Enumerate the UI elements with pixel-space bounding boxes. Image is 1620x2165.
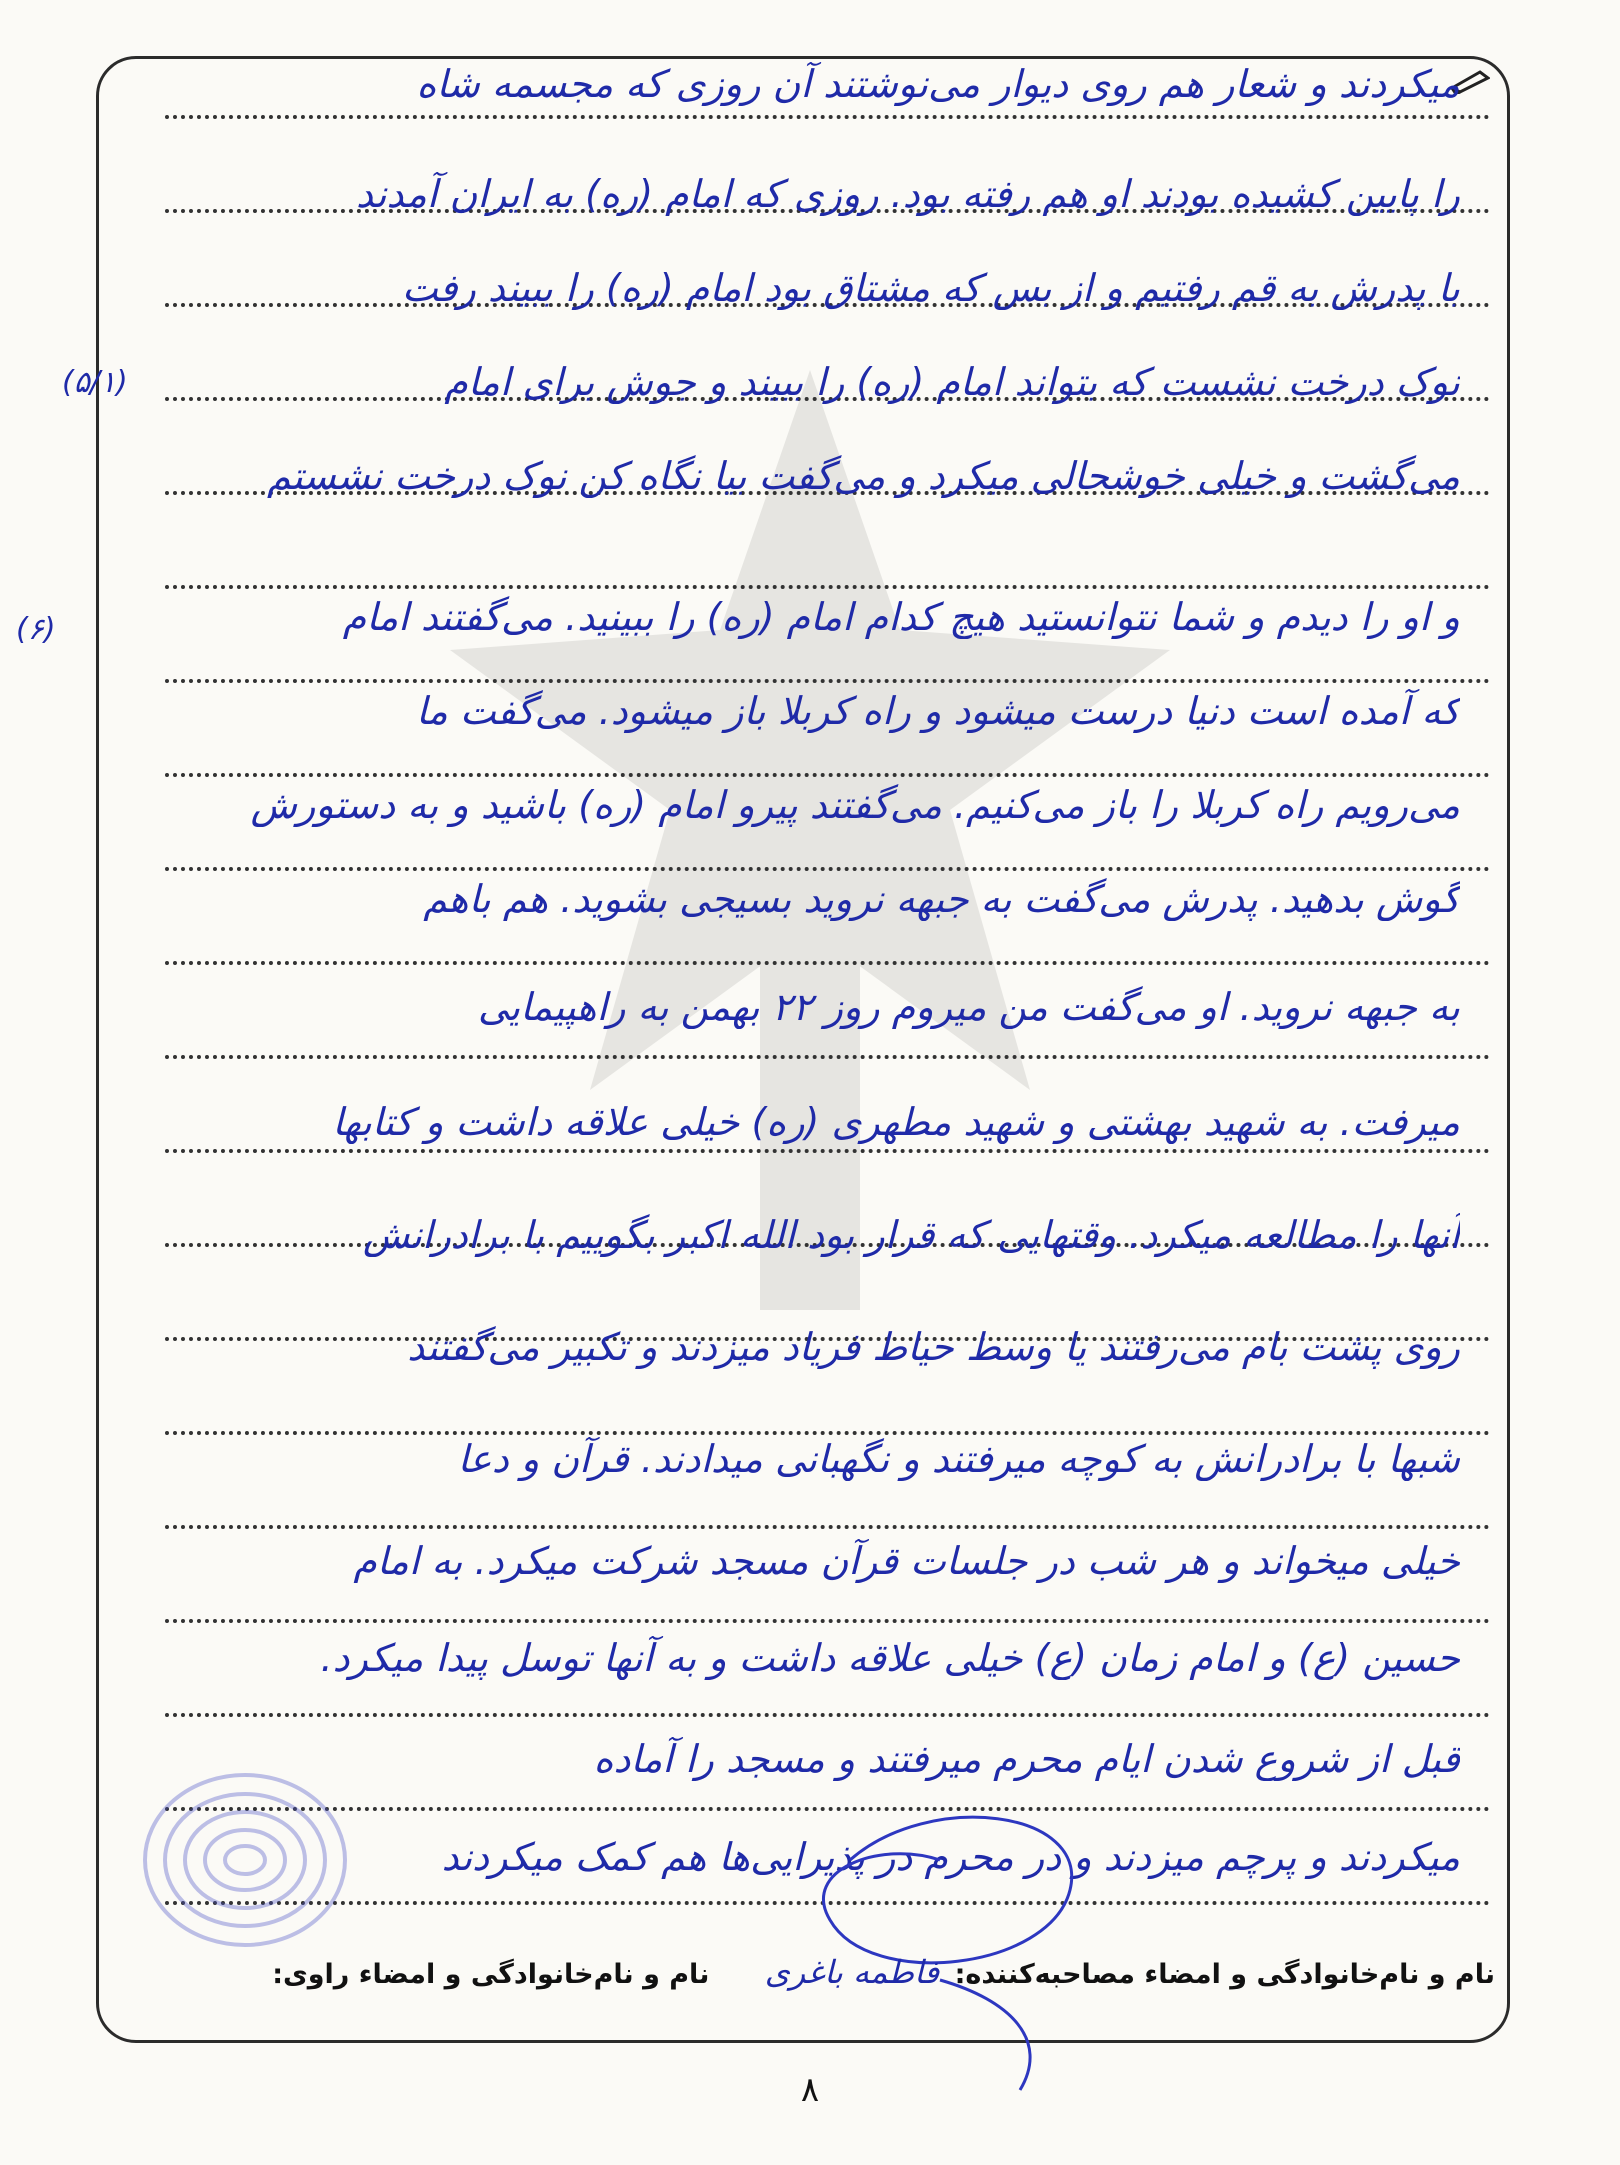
ruled-line [165, 115, 1490, 119]
handwritten-line: شبها با برادرانش به کوچه میرفتند و نگهبانی میدادند. قرآن و دعا [457, 1437, 1460, 1481]
ruled-line [165, 1431, 1490, 1435]
handwritten-line: به جبهه نروید. او می‌گفت من میروم روز ۲۲ بهمن به راهپیمایی [477, 985, 1460, 1029]
handwritten-line: که آمده است دنیا درست میشود و راه کربلا باز میشود. می‌گفت ما [415, 689, 1460, 733]
signature-footer [120, 1953, 1495, 1991]
handwritten-line: و او را دیدم و شما نتوانستید هیچ کدام امام (ره) را ببینید. می‌گفتند امام [342, 595, 1460, 639]
handwritten-line: می‌گشت و خیلی خوشحالی میکرد و می‌گفت بیا نگاه کن نوک درخت نشستم [267, 454, 1460, 498]
handwritten-line: گوش بدهید. پدرش می‌گفت به جبهه نروید بسیجی بشوید. هم باهم [423, 877, 1460, 921]
handwritten-line: حسین (ع) و امام زمان (ع) خیلی علاقه داشت و به آنها توسل پیدا میکرد. [320, 1636, 1460, 1680]
ruled-line [165, 1713, 1490, 1717]
handwritten-line: میرفت. به شهید بهشتی و شهید مطهری (ره) خیلی علاقه داشت و کتابها [332, 1100, 1460, 1144]
margin-note: (۶) [16, 612, 56, 647]
handwritten-line: قبل از شروع شدن ایام محرم میرفتند و مسجد را آماده [593, 1737, 1460, 1781]
handwritten-line: نوک درخت نشست که بتواند امام (ره) را ببیند و جوش برای امام [444, 360, 1460, 404]
ruled-line [165, 1149, 1490, 1153]
handwritten-line: آنها را مطالعه میکرد. وقتهایی که قرار بود الله اکبر بگوییم با برادرانش [362, 1213, 1460, 1257]
narrator-label: نام و نام‌خانوادگی و امضاء راوی: [272, 1959, 710, 1990]
ruled-line [165, 1525, 1490, 1529]
signature-mark [790, 1800, 1110, 2100]
fingerprint-mark [130, 1760, 360, 1960]
ruled-line [165, 679, 1490, 683]
page-number: ۸ [800, 2070, 820, 2110]
handwritten-line: می‌رویم راه کربلا را باز می‌کنیم. می‌گفتند پیرو امام (ره) باشید و به دستورش [250, 783, 1460, 827]
interviewer-label: نام و نام‌خانوادگی و امضاء مصاحبه‌کننده: [954, 1959, 1495, 1990]
ruled-line [165, 961, 1490, 965]
ruled-line [165, 1055, 1490, 1059]
ruled-line [165, 585, 1490, 589]
ruled-line [165, 867, 1490, 871]
handwritten-line: را پایین کشیده بودند او هم رفته بود. روزی که امام (ره) به ایران آمدند [356, 172, 1460, 216]
interviewer-name: فاطمه باغری [764, 1953, 940, 1991]
ruled-line [165, 1619, 1490, 1623]
margin-note: (۵/۱) [62, 365, 128, 400]
handwritten-line: میکردند و شعار هم روی دیوار می‌نوشتند آن روزی که مجسمه شاه [416, 62, 1460, 106]
handwritten-line: روی پشت بام می‌رفتند یا وسط حیاط فریاد میزدند و تکبیر می‌گفتند [407, 1325, 1460, 1369]
ruled-line [165, 773, 1490, 777]
handwritten-line: خیلی میخواند و هر شب در جلسات قرآن مسجد شرکت میکرد. به امام [353, 1539, 1460, 1583]
handwritten-line: میکردند و پرچم میزدند و در محرم در پذیرایی‌ها هم کمک میکردند [441, 1835, 1460, 1879]
handwritten-line: با پدرش به قم رفتیم و از بس که مشتاق بود امام (ره) را ببیند رفت [402, 266, 1460, 310]
